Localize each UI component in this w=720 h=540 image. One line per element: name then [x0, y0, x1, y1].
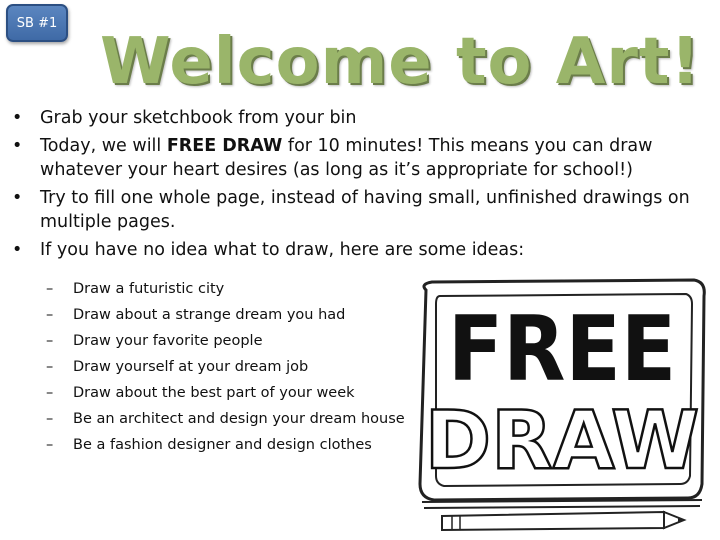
dash-marker: – [46, 385, 54, 401]
page-stack-lines [422, 500, 702, 508]
idea-text: Be a fashion designer and design clothes [73, 437, 372, 453]
dash-marker: – [46, 307, 54, 323]
list-item [10, 186, 700, 234]
dash-marker: – [46, 359, 54, 375]
list-item-text: Try to fill one whole page, instead of having small, unfinished drawings on multiple pages. [40, 188, 690, 232]
page-title: Welcome to Art! [100, 25, 701, 99]
illustration-draw-text: DRAW [424, 394, 700, 487]
idea-item [46, 380, 426, 406]
list-item-text: Grab your sketchbook from your bin [40, 108, 357, 128]
idea-text: Draw a futuristic city [73, 281, 225, 297]
idea-item [46, 354, 426, 380]
idea-item [46, 406, 426, 432]
dash-marker: – [46, 333, 54, 349]
pencil-icon [442, 512, 684, 530]
list-item-text: If you have no idea what to draw, here are some ideas: [40, 240, 525, 260]
instruction-list [10, 106, 700, 262]
idea-item [46, 432, 426, 458]
idea-item [46, 328, 426, 354]
dash-marker: – [46, 437, 54, 453]
list-item [10, 134, 700, 182]
list-item-text-pre: Today, we will [40, 136, 167, 156]
idea-item [46, 302, 426, 328]
slide-badge [6, 4, 68, 42]
free-draw-emphasis: FREE DRAW [166, 136, 283, 156]
free-draw-sketchbook-illustration [412, 272, 712, 534]
list-item [10, 238, 700, 262]
idea-text: Draw about a strange dream you had [73, 307, 346, 323]
dash-marker: – [46, 281, 54, 297]
idea-item [46, 276, 426, 302]
idea-text: Be an architect and design your dream house [73, 411, 405, 427]
list-item-text-post: for 10 minutes! This means you can draw whatever your heart desires (as long as it’s appropriate for school!) [40, 136, 653, 180]
badge-label: SB #1 [16, 15, 58, 31]
ideas-list [46, 276, 426, 458]
bullet-marker: • [12, 136, 23, 156]
bullet-marker: • [12, 240, 23, 260]
bullet-marker: • [12, 188, 23, 208]
dash-marker: – [46, 411, 54, 427]
list-item [10, 106, 700, 130]
idea-text: Draw yourself at your dream job [73, 359, 309, 375]
idea-text: Draw your favorite people [73, 333, 263, 349]
illustration-free-text: FREE [447, 297, 677, 402]
idea-text: Draw about the best part of your week [73, 385, 355, 401]
bullet-marker: • [12, 108, 23, 128]
